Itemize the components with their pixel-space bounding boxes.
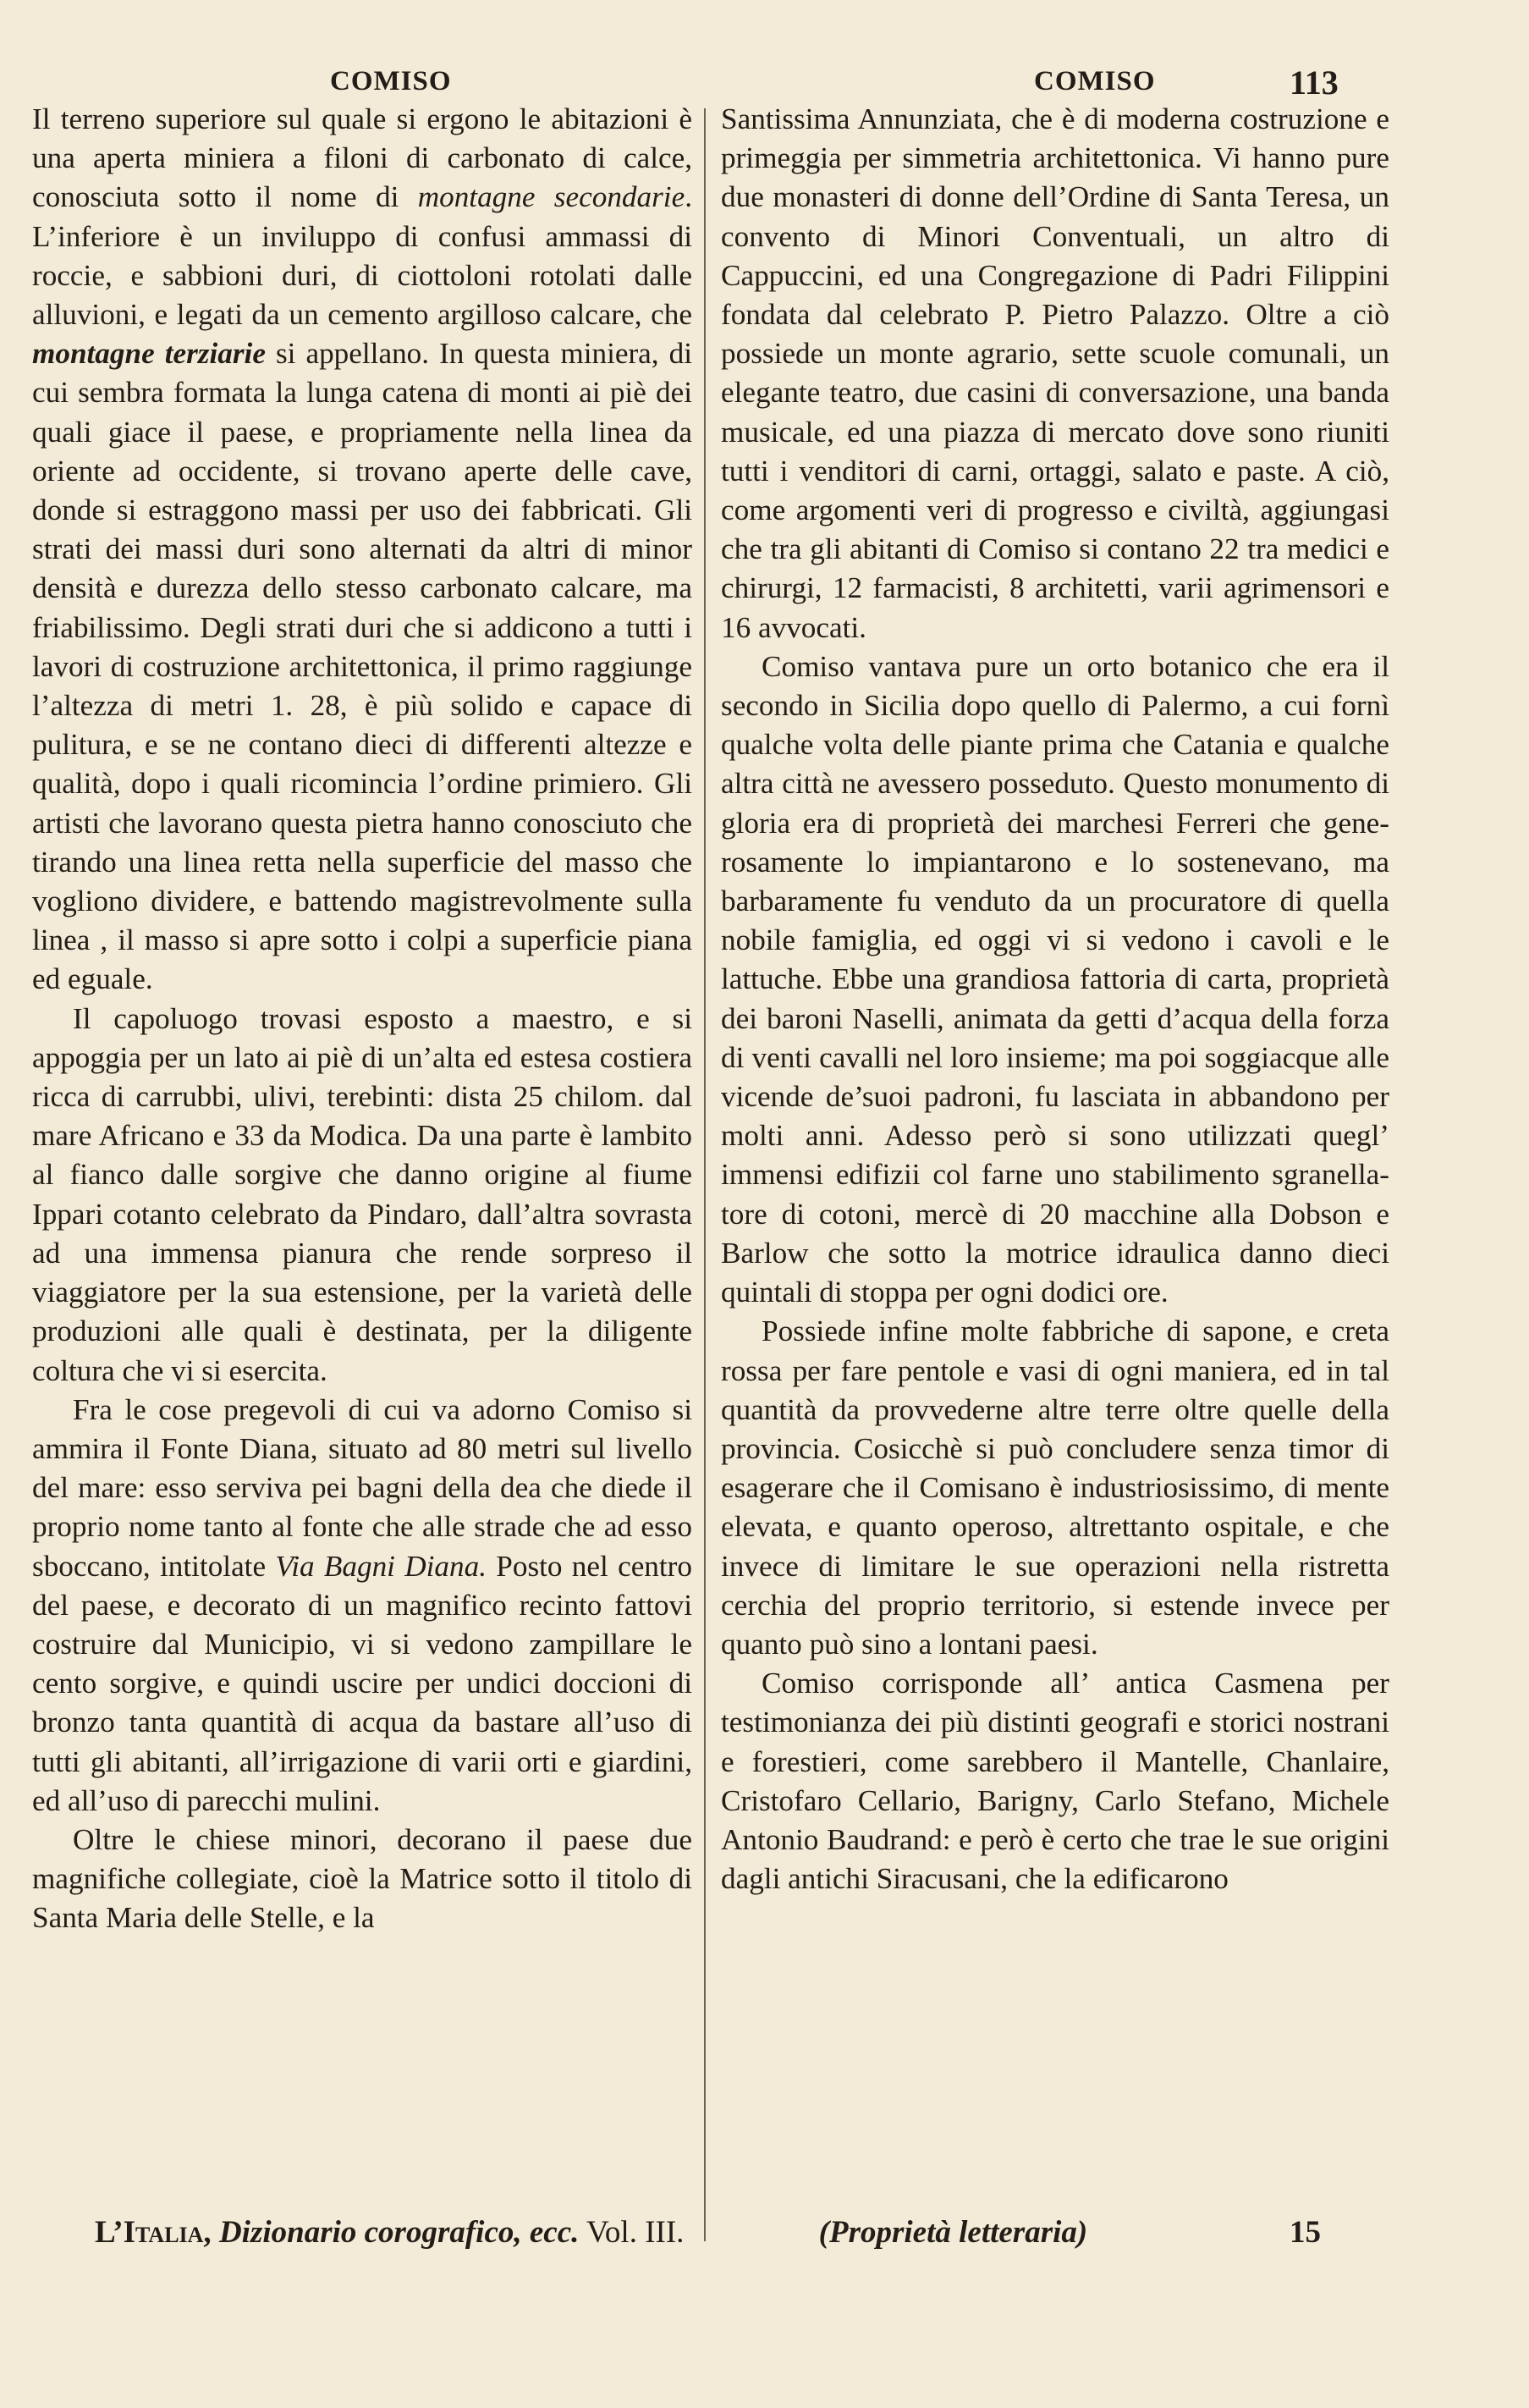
publication-name: L’Italia, <box>95 2215 212 2250</box>
paragraph-institutions: Santissima Annunziata, che è di moderna costruzione e primeggia per simmetria architettonica. Vi hanno pure due monasteri di donne dell’Ordine di Santa Teresa, un convento di Minori Conventuali, un altro di Cappuccini, ed una Congregazione di Padri Filippini fondata dal celebrato P. Pietro Palazzo. Oltre a ciò possiede un monte agrario, sette scuole comunali, un elegante teatro, due casini di conversazione, una banda musicale, ed una piazza di mercato dove sono riuniti tutti i venditori di carni, ortaggi, salato e paste. A ciò, come argomenti veri di progresso e civiltà, aggiungasi che tra gli abitanti di Comiso si contano 22 tra medici e chirurgi, 12 farmacisti, 8 architetti, varii agrimensori e 16 avvocati. <box>721 102 1389 644</box>
running-head-right: COMISO <box>1034 66 1156 96</box>
paragraph-botanical-garden: Comiso vantava pure un orto botanico che era il secondo in Sicilia dopo quello di Palermo, a cui fornì qualche volta delle piante prima che Catania e qualche altra città ne avessero posseduto. Questo monumento di gloria era di proprietà dei marchesi Ferreri che generosamente lo impiantarono e lo sostenevano, ma barbaramente fu venduto da un procuratore di quella nobile famiglia, ed oggi vi si vedono i cavoli e le lattuche. Ebbe una grandiosa fattoria di carta, proprietà dei baroni Naselli, animata da getti d’acqua della forza di venti cavalli nel loro insieme; ma poi soggiacque alle vicende de’suoi padroni, fu lasciata in abbandono per molti anni. Adesso però si sono utilizzati quegl’ immensi edifizii col farne uno stabilimento sgranellatore di cotoni, mercè di 20 macchine alla Dobson e Barlow che sotto la motrice idraulica danno dieci quintali di stoppa per ogni dodici ore. <box>721 649 1389 1309</box>
volume-label: Vol. III. <box>579 2215 685 2250</box>
paragraph-casmena: Comiso corrisponde all’ antica Casmena per testimonianza dei più distinti geografi e storici nostrani e forestieri, come sarebbero il Mantelle, Chanlaire, Cristofaro Cellario, Barigny, Carlo Stefano, Michele Antonio Baudrand: e però è certo che trae le sue origini dagli antichi Siracusani, che la edificarono <box>721 1667 1389 1896</box>
column-divider <box>704 108 706 2241</box>
paragraph-quarries: Il terreno superiore sul quale si ergono le abitazioni è una aperta miniera a filoni di carbonato di calce, conosciuta sotto il nome di montagne secondarie. L’inferiore è un inviluppo di confusi ammassi di roccie, e sabbioni duri, di ciottoloni rotolati dalle alluvioni, e legati da un cemento argilloso calcare, che montagne terziarie si appellano. In questa miniera, di cui sembra formata la lunga catena di monti ai piè dei quali giace il paese, e propriamente nella linea da oriente ad occidente, si trovano aperte delle cave, donde si estraggono massi per uso dei fabbricati. Gli strati dei massi duri sono alternati da altri di minor densità e durezza dello stesso carbonato calcare, ma friabilissimo. Degli strati duri che si addicono a tutti i lavori di costruzione architettonica, il primo raggiunge l’altezza di metri 1. 28, è più solido e capace di pulitura, e se ne contano dieci di differenti altezze e qualità, dopo i quali ricomincia l’ordine primiero. Gli artisti che lavorano questa pietra hanno conosciuto che tirando una linea retta nella superficie del masso che vogliono dividere, e battendo magistrevolmente sulla linea , il masso si apre sotto i colpi a superficie piana ed eguale. <box>32 102 692 996</box>
right-column <box>721 100 1389 1898</box>
sheet-number: 15 <box>1290 2215 1321 2250</box>
paragraph-fonte-diana: Fra le cose pregevoli di cui va adorno Comiso si ammira il Fonte Diana, situato ad 80 metri sul livello del mare: esso serviva pei bagni della dea che diede il proprio nome tanto al fonte che alle strade che ad esso sboccano, intitolate Via Bagni Diana. Posto nel centro del paese, e decorato di un magnifico recinto fattovi costruire dal Municipio, vi si vedono zampillare le cento sorgive, e quindi uscire per undici doccioni di bronzo tanta quantità di acqua da bastare all’uso di tutti gli abitanti, all’irrigazione di varii orti e giardini, ed all’uso di parecchi mulini. <box>32 1392 692 1817</box>
page-number: 113 <box>1290 63 1339 102</box>
rights-notice: (Proprietà letteraria) <box>818 2215 1088 2250</box>
paragraph-industry: Possiede infine molte fabbriche di sapone, e creta rossa per fare pentole e vasi di ogni maniera, ed in tal quantità da provvederne altre terre oltre quelle della provincia. Cosicchè si può concludere senza timor di esagerare che il Comisano è industriosissimo, di mente elevata, e quanto operoso, altrettanto ospitale, e che invece di limitare le sue operazioni nella ristretta cerchia del proprio territorio, si estende invece per quanto può sino a lontani paesi. <box>721 1314 1389 1661</box>
footer-citation <box>95 2214 1087 2251</box>
left-column <box>32 100 692 1938</box>
running-head-left: COMISO <box>330 66 452 96</box>
publication-title: Dizionario corografico, ecc. <box>211 2215 580 2250</box>
paragraph-churches: Oltre le chiese minori, decorano il paese due magnifiche collegiate, cioè la Matrice sotto il titolo di Santa Maria delle Stelle, e la <box>32 1822 692 1935</box>
paragraph-town-position: Il capoluogo trovasi esposto a maestro, e si appoggia per un lato ai piè di un’alta ed estesa costiera ricca di carrubbi, ulivi, terebinti: dista 25 chilom. dal mare Africano e 33 da Modica. Da una parte è lambito al fianco dalle sorgive che danno origine al fiume Ippari cotanto celebrato da Pindaro, dall’altra sovrasta ad una immensa pianura che rende sorpreso il viaggiatore per la sua estensione, per la varietà delle produzioni alle quali è destinata, per la diligente coltura che vi si esercita. <box>32 1001 692 1387</box>
